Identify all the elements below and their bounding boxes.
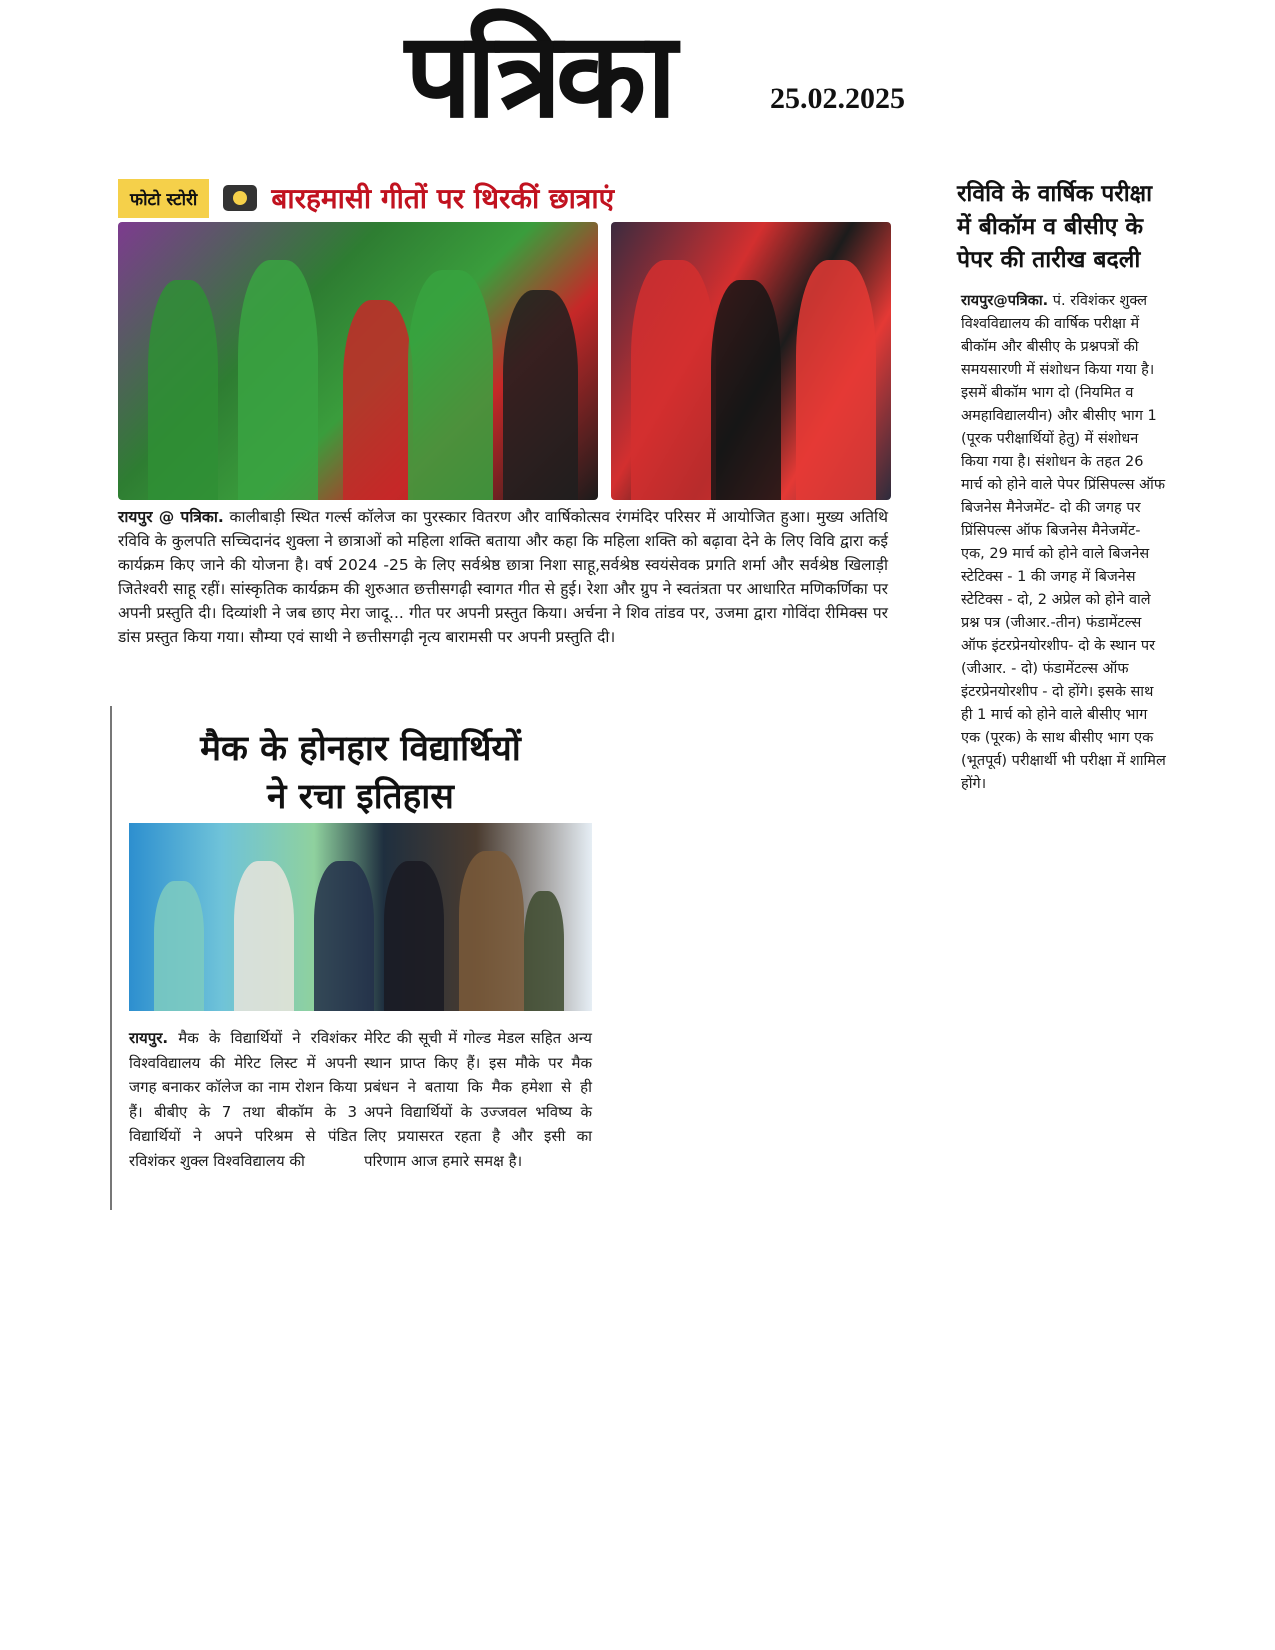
dance-photo-left: [118, 222, 598, 500]
column-divider: [110, 706, 112, 1210]
photo-story-tag: फोटो स्टोरी: [118, 179, 209, 218]
photo-story-headline: बारहमासी गीतों पर थिरकीं छात्राएं: [271, 182, 615, 215]
mac-headline-line2: ने रचा इतिहास: [267, 777, 454, 817]
masthead-logo: पत्रिका: [405, 5, 671, 144]
mac-story-column-1: [129, 1026, 357, 1173]
exam-story-body: [961, 290, 1167, 796]
dance-photo-right: [611, 222, 891, 500]
photo-story-dateline: रायपुर @ पत्रिका.: [118, 508, 224, 526]
mac-ceremony-photo: [129, 823, 592, 1011]
photo-story-text: कालीबाड़ी स्थित गर्ल्स कॉलेज का पुरस्कार वितरण और वार्षिकोत्सव रंगमंदिर परिसर में आयोजित हुआ। मुख्य अतिथि रविवि के कुलपति सच्चिदानंद शुक्ला ने छात्राओं को महिला शक्ति बताया और कहा कि महिला शक्ति को बढ़ावा देने के लिए विवि द्वारा कई कार्यक्रम किए जाने की योजना है। वर्ष 2024 -25 के लिए सर्वश्रेष्ठ छात्रा निशा साहू,सर्वश्रेष्ठ स्वयंसेवक प्रगति शर्मा और सर्वश्रेष्ठ खिलाड़ी जितेश्वरी साहू रहीं। सांस्कृतिक कार्यक्रम की शुरुआत छत्तीसगढ़ी स्वागत गीत से हुई। रेशा और ग्रुप ने स्वतंत्रता पर आधारित मणिकर्णिका पर अपनी प्रस्तुति दी। दिव्यांशी ने जब छाए मेरा जादू... गीत पर अपनी प्रस्तुत किया। अर्चना ने शिव तांडव पर, उजमा द्वारा गोविंदा रीमिक्स पर डांस प्रस्तुत किया गया। सौम्या एवं साथी ने छत्तीसगढ़ी नृत्य बारामसी पर अपनी प्रस्तुति दी।: [118, 508, 888, 646]
mac-story-dateline: रायपुर.: [129, 1029, 169, 1047]
exam-story-text: पं. रविशंकर शुक्ल विश्वविद्यालय की वार्षिक परीक्षा में बीकॉम और बीसीए के प्रश्नपत्रों की समयसारणी में संशोधन किया गया है। इसमें बीकॉम भाग दो (नियमित व अमहाविद्यालयीन) और बीसीए भाग 1 (पूरक परीक्षार्थियों हेतु) में संशोधन किया गया है। संशोधन के तहत 26 मार्च को होने वाले पेपर प्रिंसिपल्स ऑफ बिजनेस मैनेजमेंट- दो की जगह पर प्रिंसिपल्स ऑफ बिजनेस मैनेजमेंट- एक, 29 मार्च को होने वाले बिजनेस स्टेटिक्स - 1 की जगह में बिजनेस स्टेटिक्स - दो, 2 अप्रेल को होने वाले प्रश्न पत्र (जीआर.-तीन) फंडामेंटल्स ऑफ इंटरप्रेनयोरशीप- दो के स्थान पर (जीआर. - दो) फंडामेंटल्स ऑफ इंटरप्रेनयोरशीप - दो होंगे। इसके साथ ही 1 मार्च को होने वाले बीसीए भाग एक (पूरक) के साथ बीसीए भाग एक (भूतपूर्व) परीक्षार्थी भी परीक्षा में शामिल होंगे।: [961, 293, 1166, 792]
exam-story-headline: रविवि के वार्षिक परीक्षा में बीकॉम व बीसीए के पेपर की तारीख बदली: [957, 181, 1153, 273]
exam-story-dateline: रायपुर@पत्रिका.: [961, 293, 1049, 309]
mac-story-text-1: मैक के विद्यार्थियों ने रविशंकर विश्वविद्यालय की मेरिट लिस्ट में अपनी जगह बनाकर कॉलेज का नाम रोशन किया हैं। बीबीए के 7 तथा बीकॉम के 3 विद्यार्थियों ने अपने परिश्रम से पंडित रविशंकर शुक्ल विश्वविद्यालय की: [129, 1029, 357, 1170]
mac-headline-line1: मैक के होनहार विद्यार्थियों: [200, 729, 521, 769]
mac-story-column-2: मेरिट की सूची में गोल्ड मेडल सहित अन्य स्थान प्राप्त किए हैं। इस मौके पर मैक प्रबंधन ने बताया कि मैक हमेशा से ही अपने विद्यार्थियों के उज्जवल भविष्य के लिए प्रयासरत रहता है और इसी का परिणाम आज हमारे समक्ष है।: [364, 1029, 592, 1170]
camera-icon: [223, 185, 257, 211]
photo-story-banner: [118, 176, 888, 220]
publication-date: 25.02.2025: [770, 82, 905, 115]
mac-story-headline: [129, 725, 592, 821]
photo-story-body: [118, 505, 888, 649]
